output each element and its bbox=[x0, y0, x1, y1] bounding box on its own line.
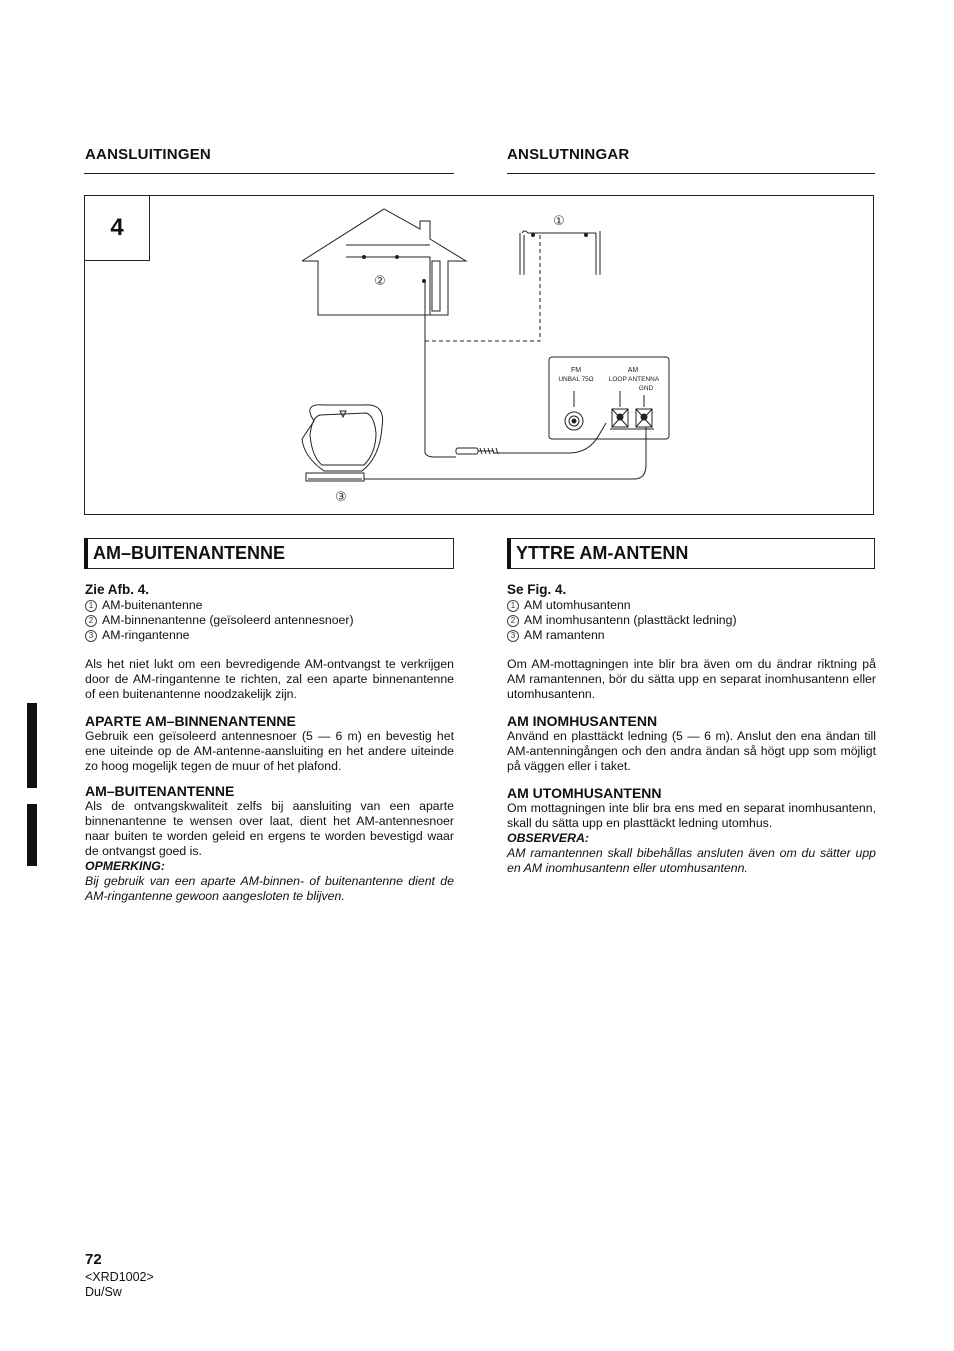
subheading-indoor-swedish: AM INOMHUSANTENN bbox=[507, 713, 658, 729]
intro-dutch: Als het niet lukt om een bevredigende AM-ontvangst te verkrijgen door de AM-ringantenne te richten, zal een aparte binnenantenne of een buitenantenne noodzakelijk zijn. bbox=[85, 657, 454, 701]
paragraph-indoor-dutch: Gebruik een geïsoleerd antennesnoer (5 — 6 m) en bevestig het ene uiteinde op de AM-antenne-aansluiting en het andere uiteinde zo hoog mogelijk tegen de muur of het plafond. bbox=[85, 729, 454, 773]
antenna-diagram bbox=[84, 195, 874, 515]
section-tab-marker bbox=[27, 804, 37, 866]
fm-terminal-label: FM bbox=[570, 367, 582, 374]
swedish-column bbox=[507, 582, 876, 876]
section-header-swedish: ANSLUTNINGAR bbox=[507, 146, 630, 163]
title-swedish: YTTRE AM-ANTENN bbox=[516, 543, 689, 563]
subheading-outdoor-swedish: AM UTOMHUSANTENN bbox=[507, 785, 662, 801]
gnd-terminal-label: GND bbox=[638, 385, 654, 392]
fm-terminal-sublabel: UNBAL 75Ω bbox=[558, 376, 594, 383]
subheading-outdoor-dutch: AM–BUITENANTENNE bbox=[85, 783, 235, 799]
language-code: Du/Sw bbox=[85, 1285, 122, 1299]
list-item: 2 AM inomhusantenn (plasttäckt ledning) bbox=[507, 613, 876, 628]
document-code: <XRD1002> bbox=[85, 1270, 154, 1284]
title-box-swedish bbox=[507, 538, 875, 569]
title-accent-bar bbox=[84, 538, 88, 569]
callout-3: ③ bbox=[335, 490, 347, 505]
list-item: 2 AM-binnenantenne (geïsoleerd antennesnoer) bbox=[85, 613, 454, 628]
title-box-dutch bbox=[84, 538, 454, 569]
see-figure-swedish: Se Fig. 4. bbox=[507, 582, 567, 597]
paragraph-outdoor-swedish: Om mottagningen inte blir bra ens med en separat inomhusantenn, skall du sätta upp en plasttäckt ledning utomhus. bbox=[507, 801, 876, 830]
note-text-swedish: AM ramantennen skall bibehållas ansluten även om du sätter upp en AM inomhusantenn eller utomhusantenn. bbox=[507, 846, 876, 875]
note-label-swedish: OBSERVERA: bbox=[507, 831, 589, 845]
dutch-column bbox=[85, 582, 454, 904]
header-rule-left bbox=[84, 173, 454, 174]
list-item: 1 AM-buitenantenne bbox=[85, 598, 454, 613]
list-item: 3 AM-ringantenne bbox=[85, 628, 454, 643]
title-accent-bar bbox=[507, 538, 511, 569]
subheading-indoor-dutch: APARTE AM–BINNENANTENNE bbox=[85, 713, 296, 729]
callout-2: ② bbox=[374, 274, 386, 289]
section-header-dutch: AANSLUITINGEN bbox=[85, 146, 211, 163]
callout-1: ① bbox=[553, 214, 565, 229]
outdoor-antenna bbox=[425, 231, 600, 341]
figure-number: 4 bbox=[84, 195, 150, 261]
intro-swedish: Om AM-mottagningen inte blir bra även om du ändrar riktning på AM ramantennen, bör du sätta upp en separat inomhusantenn eller utomhusantenn. bbox=[507, 657, 876, 701]
title-dutch: AM–BUITENANTENNE bbox=[93, 543, 286, 563]
section-tab-marker bbox=[27, 703, 37, 788]
am-terminal-sublabel: LOOP ANTENNA bbox=[608, 376, 660, 383]
note-label-dutch: OPMERKING: bbox=[85, 859, 165, 873]
antenna-terminal-panel bbox=[549, 357, 669, 439]
paragraph-outdoor-dutch: Als de ontvangskwaliteit zelfs bij aansluiting van een aparte binnenantenne te wensen over laat, dient het AM-antennesnoer naar buiten te worden geleid en ergens te worden bevestigd waar de ontvangst goed is. bbox=[85, 799, 454, 858]
am-terminal-label: AM bbox=[627, 367, 639, 374]
see-figure-dutch: Zie Afb. 4. bbox=[85, 582, 150, 597]
list-item: 3 AM ramantenn bbox=[507, 628, 876, 643]
list-item: 1 AM utomhusantenn bbox=[507, 598, 876, 613]
house-illustration bbox=[302, 209, 466, 315]
note-text-dutch: Bij gebruik van een aparte AM-binnen- of buitenantenne dient de AM-ringantenne gewoon aangesloten te blijven. bbox=[85, 874, 454, 903]
page-number: 72 bbox=[85, 1251, 102, 1268]
paragraph-indoor-swedish: Använd en plasttäckt ledning (5 — 6 m). Anslut den ena ändan till AM-antenningången och den andra ändan så högt upp som möjligt på väggen eller i taket. bbox=[507, 729, 876, 773]
am-loop-antenna bbox=[302, 405, 646, 481]
header-rule-right bbox=[507, 173, 875, 174]
